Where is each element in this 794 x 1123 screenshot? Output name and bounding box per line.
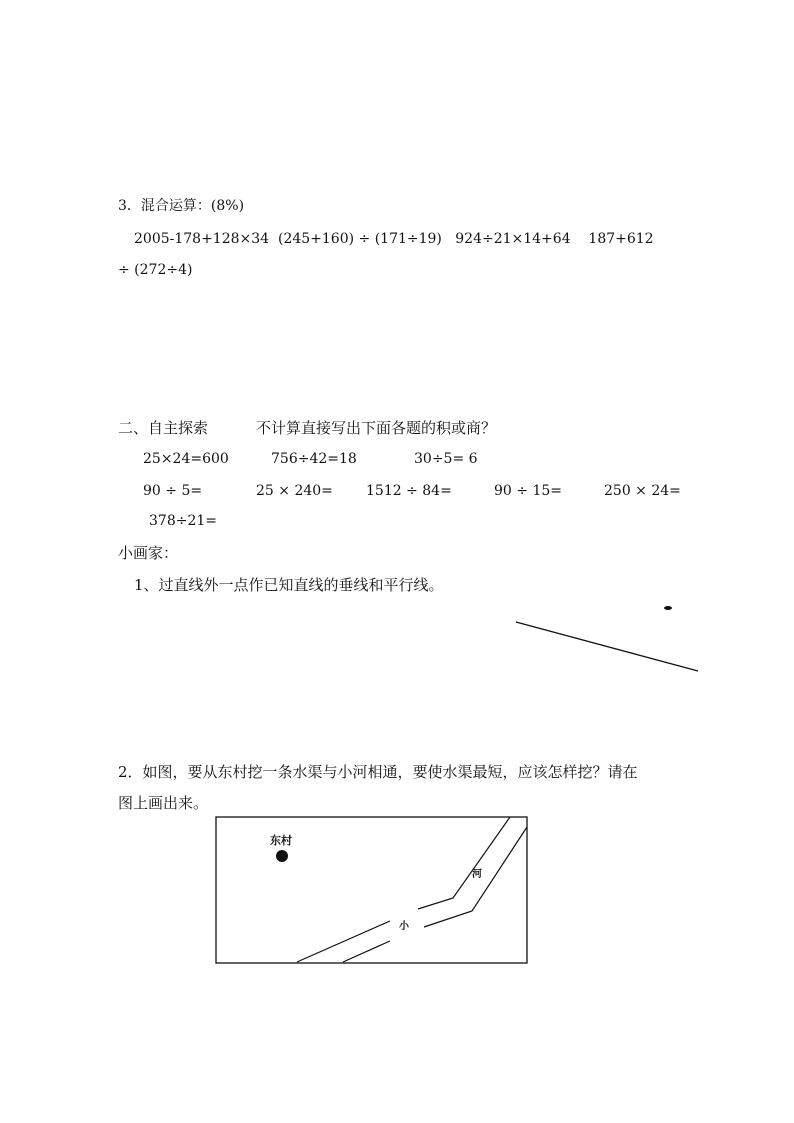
village-label: 东村 bbox=[270, 834, 292, 847]
river-label-xiao: 小 bbox=[399, 921, 409, 932]
given-line bbox=[516, 622, 698, 671]
mixed-calc-heading: 3．混合运算：(8%) bbox=[118, 198, 245, 214]
painter-heading: 小画家： bbox=[118, 544, 179, 562]
question-1: 1、过直线外一点作已知直线的垂线和平行线。 bbox=[134, 576, 444, 594]
outside-point bbox=[664, 606, 672, 610]
calc-item: 378÷21= bbox=[149, 513, 217, 529]
mixed-calc-expr-line1: 2005-178+128×34 (245+160) ÷ (171÷19) 924÷21×14+64 187+612 bbox=[134, 231, 654, 247]
village-dot bbox=[276, 850, 288, 862]
calc-item: 25 × 240= bbox=[256, 483, 333, 499]
question-2-line2: 图上画出来。 bbox=[118, 794, 209, 812]
explore-instruction: 不计算直接写出下面各题的积或商？ bbox=[256, 419, 497, 437]
river-label-he: 河 bbox=[472, 869, 482, 880]
explore-heading: 二、自主探索 bbox=[118, 419, 209, 437]
calc-item: 1512 ÷ 84= bbox=[366, 483, 452, 499]
calc-item: 90 ÷ 15= bbox=[494, 483, 562, 499]
river-bank-lower-right bbox=[418, 817, 510, 909]
river-bank-upper-left bbox=[343, 941, 390, 962]
calc-item: 756÷42=18 bbox=[271, 451, 357, 467]
river-bank-lower-left bbox=[297, 921, 390, 962]
question-2-line1: 2．如图，要从东村挖一条水渠与小河相通，要使水渠最短，应该怎样挖？请在 bbox=[118, 763, 638, 781]
map-frame bbox=[216, 817, 527, 963]
calc-item: 250 × 24= bbox=[604, 483, 681, 499]
mixed-calc-expr-line2: ÷ (272÷4) bbox=[118, 262, 193, 278]
calc-item: 25×24=600 bbox=[143, 451, 229, 467]
calc-item: 30÷5= 6 bbox=[414, 451, 478, 467]
calc-item: 90 ÷ 5= bbox=[143, 483, 203, 499]
